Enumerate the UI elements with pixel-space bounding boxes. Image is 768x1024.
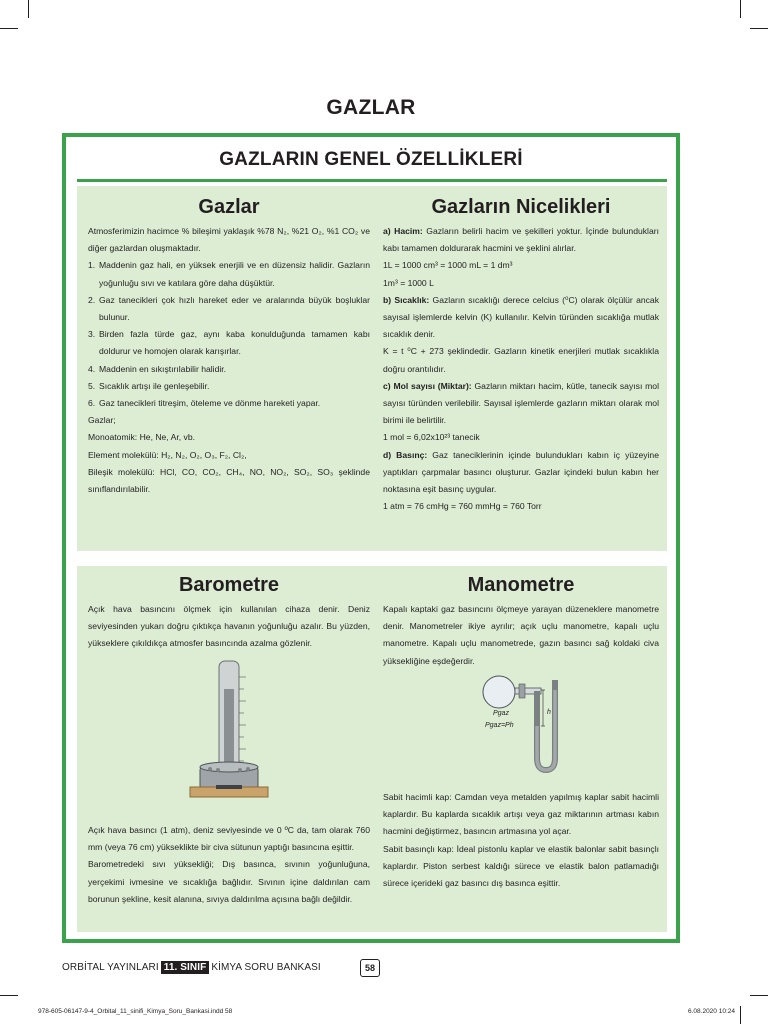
- content-frame: [62, 133, 680, 943]
- gazlar-compound-molecule: Bileşik molekülü: HCl, CO, CO₂, CH₄, NO, NO₂, SO₂, SO₃ şeklinde sınıflandırılabilir.: [88, 466, 370, 495]
- panel-properties: [77, 186, 667, 551]
- page-number: 58: [360, 959, 380, 977]
- gazlar-intro: Atmosferimizin hacimce % bileşimi yaklaşık %78 N₂, %21 O₂, %1 CO₂ ve diğer gazlardan oluşmaktadır.: [88, 226, 370, 254]
- chapter-title: GAZLAR: [326, 96, 416, 119]
- crop-mark: [740, 0, 741, 18]
- crop-mark: [0, 995, 18, 996]
- basinc-paragraph: d) Basınç: Gaz taneciklerinin içinde bulundukları kabın iç yüzeyine yaptıkları çarpmalar basıncı oluşturur. Gazlar içindeki bulun kabın her noktasına eşit basınç uygular.: [383, 449, 659, 495]
- manometer-label-h: h: [547, 709, 551, 716]
- list-item: 4. Maddenin en sıkıştırılabilir halidir.: [88, 363, 227, 374]
- manometer-label-pgaz: Pgaz: [493, 710, 509, 717]
- pressure-equation: 1 atm = 76 cmHg = 760 mmHg = 760 Torr: [383, 501, 542, 512]
- barometre-heading: Barometre: [178, 574, 280, 596]
- crop-mark: [750, 995, 768, 996]
- crop-mark: [750, 28, 768, 29]
- section-title: GAZLARIN GENEL ÖZELLİKLERİ: [219, 149, 523, 170]
- manometre-paragraph-3: Sabit basınçlı kap: İdeal pistonlu kaplar ve elastik balonlar sabit basınçlı kaplardır. Piston serbest kaldığı sürece ve elastik balon patlamadığı sürece içerideki gaz basıncı dış basınca eşittir.: [383, 843, 659, 889]
- list-item: 6. Gaz tanecikleri titreşim, öteleme ve dönme hareketi yapar.: [88, 398, 321, 409]
- gazlar-heading: Gazlar: [198, 196, 260, 218]
- barometre-paragraph-2: Açık hava basıncı (1 atm), deniz seviyesinde ve 0 ºC da, tam olarak 760 mm (veya 76 cm) yükseklikte bir civa sütunun yaptığı basıncına eşittir.: [88, 825, 370, 853]
- volume-equation-2: 1m³ = 1000 L: [383, 277, 434, 288]
- mol-equation: 1 mol = 6,02x10²³ tanecik: [383, 432, 480, 443]
- footer-book-title: KİMYA SORU BANKASI: [211, 962, 321, 973]
- panel-instruments: [77, 566, 667, 932]
- footer-grade-badge: 11. SINIF: [161, 961, 210, 974]
- gazlar-element-molecule: Element molekülü: H₂, N₂, O₂, O₃, F₂, Cl₂,: [88, 449, 247, 460]
- mol-paragraph: c) Mol sayısı (Miktar): Gazların miktarı hacim, kütle, tanecik sayısı mol sayısı türünden verilebilir. Sayısal işlemlerde gazların miktarı olarak mol birimi ile belirtilir.: [383, 380, 659, 426]
- manometre-paragraph-1: Kapalı kaptaki gaz basıncını ölçmeye yarayan düzeneklere manometre denir. Manometreler ikiye ayrılır; açık uçlu manometre, kapalı uçlu manometre. Kapalı uçlu manometrede, gazın basıncı sağ koldaki civa yüksekliğine eşdeğerdir.: [383, 604, 659, 666]
- crop-mark: [0, 28, 18, 29]
- barometre-paragraph-3: Barometredeki sıvı yüksekliği; Dış basınca, sıvının yoğunluğuna, yerçekimi ivmesine ve sıcaklığa bağlıdır. Sıvının içine daldırılan cam borunun şekline, kesit alanına, sıvıya daldırılma açısına bağlı değildir.: [88, 859, 370, 904]
- kelvin-paragraph: K = t ⁰C + 273 şeklindedir. Gazların kinetik enerjileri mutlak sıcaklıkla doğru orantılıdır.: [383, 346, 659, 374]
- nicelikler-heading: Gazların Nicelikleri: [431, 196, 611, 218]
- list-item: 5. Sıcaklık artışı ile genleşebilir.: [88, 380, 210, 391]
- column-gazlar: [88, 196, 370, 498]
- hacim-paragraph: a) Hacim: Gazların belirli hacim ve şekilleri yoktur. İçinde bulundukları kabı tamamen doldurarak hacmini ve şeklini alırlar.: [383, 226, 660, 254]
- crop-mark: [740, 1006, 741, 1024]
- footer: [62, 961, 321, 974]
- manometre-paragraph-2: Sabit hacimli kap: Camdan veya metalden yapılmış kaplar sabit hacimli kaplardır. Bu kaplarda sıcaklık artışı veya gaz miktarının artması kabın hacmini değiştirmez, basıncın artmasına yol açar.: [383, 792, 659, 837]
- column-nicelikler: [383, 196, 659, 515]
- gazlar-monoatomic: Monoatomik: He, Ne, Ar, vb.: [88, 432, 195, 443]
- sicaklik-paragraph: b) Sıcaklık: Gazların sıcaklığı derece celcius (⁰C) olarak ölçülür ancak sayısal işlemlerde kelvin (K) kullanılır. Kelvin türünden sıcaklığa mutlak sıcaklık denir.: [383, 294, 659, 340]
- column-barometre: [88, 574, 370, 929]
- list-item: 2. Gaz tanecikleri çok hızlı hareket eder ve aralarında büyük boşluklar bulunur.: [88, 294, 370, 323]
- footer-publisher: ORBİTAL YAYINLARI: [62, 962, 159, 973]
- print-slug-date: 6.08.2020 10:24: [688, 1008, 735, 1015]
- barometre-paragraph-1: Açık hava basıncını ölçmek için kullanılan cihaza denir. Deniz seviyesinden yukarı doğru çıktıkça havanın yoğunluğu azalır. Bu yüzden, yükseklere çıkıldıkça atmosfer basıncında azalma gözlenir.: [88, 604, 370, 649]
- manometre-heading: Manometre: [467, 574, 575, 596]
- gazlar-classes-label: Gazlar;: [88, 415, 116, 426]
- volume-equation: 1L = 1000 cm³ = 1000 mL = 1 dm³: [383, 260, 513, 271]
- title-rule: [77, 179, 667, 182]
- manometer-label-equation: Pgaz=Ph: [485, 722, 514, 729]
- barometer-figure: [186, 659, 276, 809]
- crop-mark: [28, 0, 29, 18]
- print-slug-file: 978-605-06147-9-4_Orbital_11_sinifi_Kimya_Soru_Bankasi.indd 58: [38, 1008, 233, 1015]
- list-item: 3. Birden fazla türde gaz, aynı kaba konulduğunda tamamen kabı doldurur ve homojen olarak karışırlar.: [88, 329, 370, 357]
- list-item: 1. Maddenin gaz hali, en yüksek enerjili ve en düzensiz halidir. Gazların yoğunluğu sıvı ve katılara göre daha düşüktür.: [88, 260, 370, 288]
- column-manometre: [383, 574, 659, 929]
